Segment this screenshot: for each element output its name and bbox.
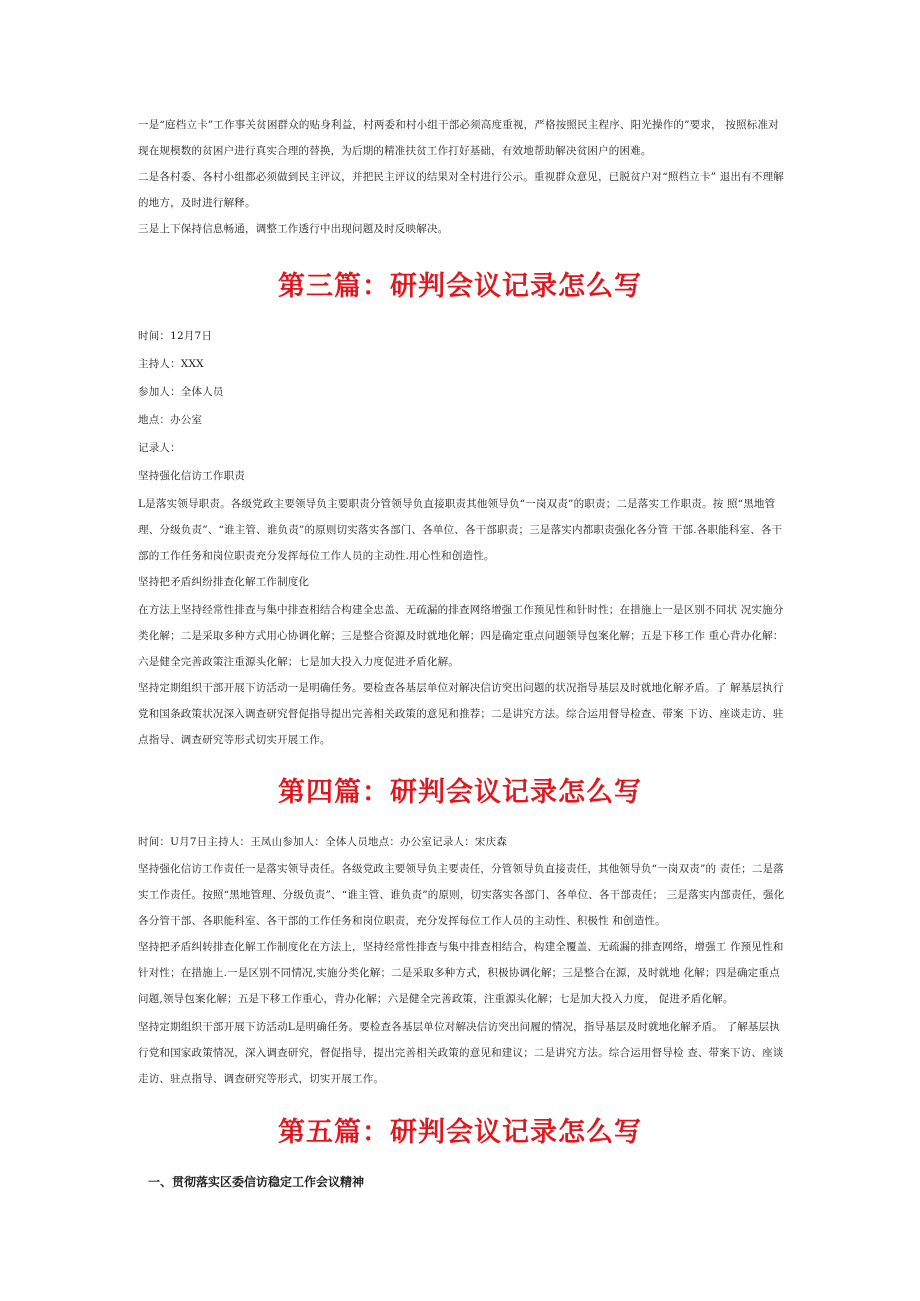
paragraph-s3-2: 在方法上坚持经常性排查与集中排查相结合构建全忠盖、无疏漏的排查网络增强工作预见性和针时性；在措施上一是区别不同状 况实施分类化解；二是采取多种方式用心协调化解；三是整合资源及时就地化解；四是确定重点问题领导包案化解；五是下移工作 重心背办化解：六是健全完善政策注重源头化解；七是加大投入力度促进矛盾化解。	[138, 604, 784, 668]
paragraph-s2-1: 一是“庭档立卡”工作事关贫困群众的贴身利益，村两委和村小组干部必须高度重视，严格按照民主程序、阳光操作的”要求， 按照标准对现在规模数的贫困户进行真实合理的替换，为后期的精准扶贫工作打好基础，有效地帮助解决贫困户的困难。	[138, 119, 779, 157]
meeting-host: 主持人：XXX	[138, 358, 204, 370]
paragraph-s2-3: 三是上下保持信息畅通，调整工作透行中出现问题及时反映解决。	[138, 223, 449, 235]
meeting-attendees: 参加人：全体人员	[138, 386, 224, 398]
meeting-location: 地点：办公室	[138, 414, 203, 426]
meeting-meta: 时间：U月7日主持人：王凤山参加人：全体人员地点：办公室记录人：宋庆森	[138, 836, 508, 848]
meeting-time: 时间：12月7日	[138, 330, 213, 342]
meeting-recorder: 记录人：	[138, 442, 181, 454]
section-3-heading-1: 坚持强化信访工作职责	[138, 470, 245, 482]
paragraph-s3-3: 坚持定期组织干部开展下访活动一是明确任务。要检查各基层单位对解决信访突出问题的状况指导基层及时就地化解矛盾。了 解基层执行党和国条政策状况深入调查研究督促指导提出完善相关政策的意见和推荐；二是讲究方法。综合运用督导检查、带案 下访、座谈走访、驻点指导、调查研究等形式切实开展工作。	[138, 682, 784, 746]
section-4-title: 第四篇：研判会议记录怎么写	[278, 777, 642, 808]
section-5-subheading: 一、贯彻落实区委信访稳定工作会议精神	[148, 1175, 365, 1189]
paragraph-s4-2: 坚持把矛盾纠转排查化解工作制度化在方法上，坚持经常性排查与集中排查相结合，构建全覆盖、无疏漏的排查网络，增强工 作预见性和针对性；在措施上.一是区别不同情况,实施分类化解；二是采取多种方式，积极协调化解；三是整合在源，及时就地 化解；四是确定重点问题,领导包案化解；五是下移工作重心，背办化解；六是健全完善政策，注重源头化解；七是加大投入力度， 促进矛盾化解。	[138, 941, 784, 1005]
paragraph-s4-3: 坚持定期组织干部开展下访活动L是明确任务。要检查各基层单位对解决信访突出问履的情况，指导基层及时就地化解矛盾。 了解基层执行党和国家政策情况，深入调查研究，督促指导，提出完善相关政策的意见和建议；二是讲究方法。综合运用督导检 查、带案下访、座谈走访、驻点指导、调查研究等形式，切实开展工作。	[138, 1021, 784, 1085]
section-5-title: 第五篇：研判会议记录怎么写	[278, 1117, 642, 1148]
paragraph-s2-2: 二是各村委、各村小组都必须做到民主评议，并把民主评议的结果对全村进行公示。重视群众意见，已脱贫户对“照档立卡” 退出有不理解的地方，及时进行解释。	[138, 171, 784, 209]
section-3-heading-2: 坚持把矛盾纠纷排查化解工作制度化	[138, 576, 310, 588]
section-3-title: 第三篇：研判会议记录怎么写	[278, 271, 642, 302]
paragraph-s3-1: L是落实领导职责。各级党政主要领导负主要职责分管领导负直接职责其他领导负“一岗双责”的职责；二是落实工作职责。按 照“黑地管理、分级负责”、“谁主管、谁负责”的原则切实落实各部门、各单位、各干部职责；三是落实内都职责强化各分管 干部.各职能科室、各干部的工作任务和岗位职责充分发挥每位工作人员的主动性.用心性和创造性。	[138, 498, 783, 562]
paragraph-s4-1: 坚持强化信访工作责任一是落实领导责任。各级党政主要领导负主要责任，分管领导负直接责任，其他领导负“一岗双责”的 责任；二是落实工作责任。按照“黑地管理、分级负责”、“谁主管、谁负责”的原则，切实落实各部门、各单位、各干部责任； 三是落实内部责任，强化各分管干部、各职能科室、各干部的工作任务和岗位职责，充分发挥每位工作人员的主动性、积极性 和创造性。	[138, 863, 785, 927]
